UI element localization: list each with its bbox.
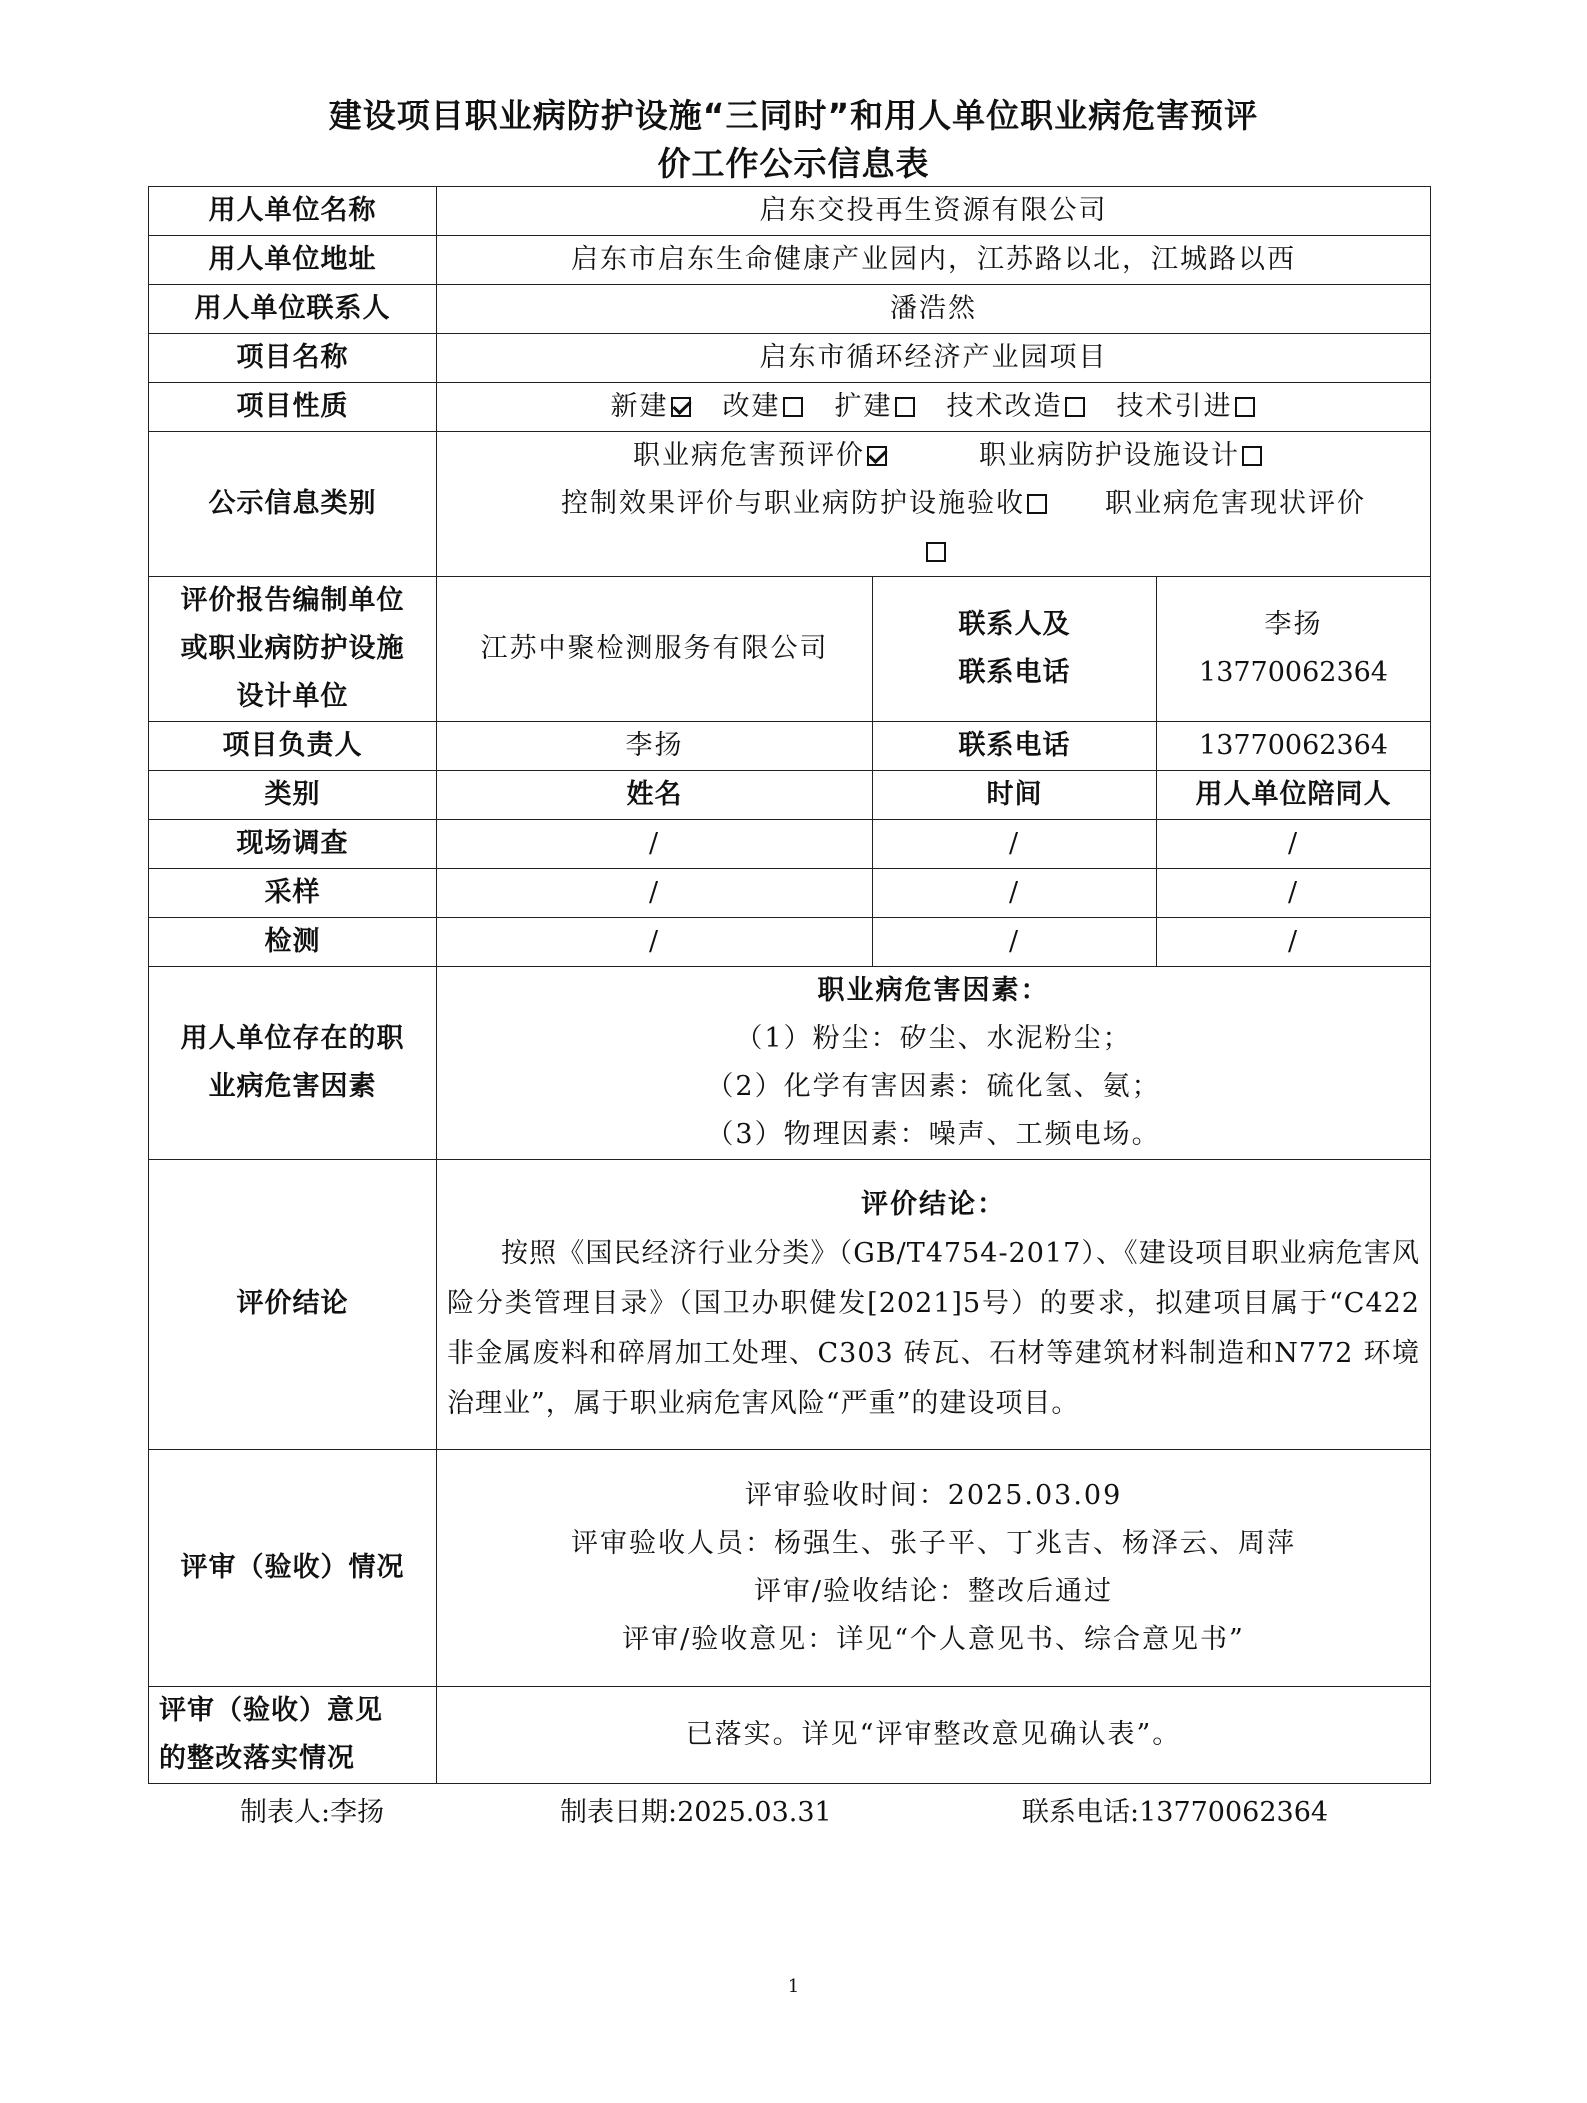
rectification-value: 已落实。详见“评审整改意见确认表”。 bbox=[437, 1687, 1431, 1784]
report-contact-label: 联系人及 联系电话 bbox=[873, 577, 1157, 722]
row-review bbox=[149, 1450, 1431, 1687]
nature-option-expand[interactable]: 扩建 bbox=[835, 391, 917, 422]
hazards-content bbox=[437, 967, 1431, 1160]
activity-header-companion: 用人单位陪同人 bbox=[1157, 771, 1431, 820]
review-time: 评审验收时间：2025.03.09 bbox=[744, 1480, 1123, 1511]
project-nature-label: 项目性质 bbox=[149, 383, 437, 432]
checkbox-icon[interactable] bbox=[1242, 446, 1262, 466]
footer-date: 制表日期:2025.03.31 bbox=[560, 1797, 832, 1828]
project-lead-phone-label: 联系电话 bbox=[873, 722, 1157, 771]
activity-row bbox=[149, 918, 1431, 967]
report-unit-label: 评价报告编制单位 或职业病防护设施 设计单位 bbox=[149, 577, 437, 722]
row-employer-name bbox=[149, 187, 1431, 236]
footer-preparer: 制表人:李扬 bbox=[240, 1797, 385, 1828]
hazard-item: （3）物理因素：噪声、工频电场。 bbox=[706, 1119, 1161, 1150]
review-result: 评审/验收结论：整改后通过 bbox=[753, 1576, 1114, 1607]
checkbox-checked-icon[interactable] bbox=[867, 446, 887, 466]
project-nature-options bbox=[437, 383, 1431, 432]
category-option-status[interactable]: 职业病危害现状评价 bbox=[1105, 488, 1366, 519]
activity-header-time: 时间 bbox=[873, 771, 1157, 820]
category-option-control-effect[interactable]: 控制效果评价与职业病防护设施验收 bbox=[561, 488, 1049, 519]
row-employer-contact bbox=[149, 285, 1431, 334]
activity-name: 现场调查 bbox=[149, 820, 437, 869]
activity-companion: / bbox=[1157, 869, 1431, 918]
title-line-1: 建设项目职业病防护设施“三同时”和用人单位职业病危害预评 bbox=[328, 96, 1259, 135]
project-name-value: 启东市循环经济产业园项目 bbox=[437, 334, 1431, 383]
employer-address-label: 用人单位地址 bbox=[149, 236, 437, 285]
review-label: 评审（验收）情况 bbox=[149, 1450, 437, 1687]
review-opinion: 评审/验收意见：详见“个人意见书、综合意见书” bbox=[622, 1624, 1245, 1655]
row-rectification bbox=[149, 1687, 1431, 1784]
activity-header-name: 姓名 bbox=[437, 771, 873, 820]
category-option-pre-evaluation[interactable]: 职业病危害预评价 bbox=[633, 440, 889, 471]
conclusion-text: 按照《国民经济行业分类》（GB/T4754-2017）、《建设项目职业病危害风险分类管理目录》（国卫办职健发[2021]5号）的要求，拟建项目属于“C422 非金属废料和碎屑加工处理、C303 砖瓦、石材等建筑材料制造和N772 环境治理业”，属于职业病危害风险“严重”的建设项目。 bbox=[447, 1237, 1420, 1419]
checkbox-icon[interactable] bbox=[895, 397, 915, 417]
category-option-design[interactable]: 职业病防护设施设计 bbox=[979, 440, 1264, 471]
activity-person: / bbox=[437, 820, 873, 869]
activity-person: / bbox=[437, 918, 873, 967]
review-members: 评审验收人员：杨强生、张子平、丁兆吉、杨泽云、周萍 bbox=[571, 1528, 1296, 1559]
conclusion-label: 评价结论 bbox=[149, 1160, 437, 1450]
report-contact-value bbox=[1157, 577, 1431, 722]
row-hazards bbox=[149, 967, 1431, 1160]
hazard-item: （1）粉尘：矽尘、水泥粉尘； bbox=[735, 1023, 1132, 1054]
activity-time: / bbox=[873, 918, 1157, 967]
project-lead-phone: 13770062364 bbox=[1157, 722, 1431, 771]
page-title bbox=[0, 92, 1587, 188]
employer-name-label: 用人单位名称 bbox=[149, 187, 437, 236]
project-lead-label: 项目负责人 bbox=[149, 722, 437, 771]
activity-name: 采样 bbox=[149, 869, 437, 918]
project-name-label: 项目名称 bbox=[149, 334, 437, 383]
hazards-label: 用人单位存在的职 业病危害因素 bbox=[149, 967, 437, 1160]
conclusion-content bbox=[437, 1160, 1431, 1450]
info-category-label: 公示信息类别 bbox=[149, 432, 437, 577]
row-conclusion bbox=[149, 1160, 1431, 1450]
nature-option-tech-upgrade[interactable]: 技术改造 bbox=[947, 391, 1087, 422]
employer-address-value: 启东市启东生命健康产业园内，江苏路以北，江城路以西 bbox=[437, 236, 1431, 285]
row-project-nature bbox=[149, 383, 1431, 432]
rectification-label: 评审（验收）意见 的整改落实情况 bbox=[149, 1687, 437, 1784]
nature-option-tech-import[interactable]: 技术引进 bbox=[1117, 391, 1257, 422]
report-contact-name: 李扬 bbox=[1264, 609, 1323, 640]
checkbox-icon[interactable] bbox=[1027, 494, 1047, 514]
nature-option-rebuild[interactable]: 改建 bbox=[723, 391, 805, 422]
checkbox-icon[interactable] bbox=[783, 397, 803, 417]
employer-name-value: 启东交投再生资源有限公司 bbox=[437, 187, 1431, 236]
footer-phone: 联系电话:13770062364 bbox=[1022, 1797, 1329, 1828]
employer-contact-value: 潘浩然 bbox=[437, 285, 1431, 334]
page-number: 1 bbox=[787, 1976, 800, 1997]
checkbox-checked-icon[interactable] bbox=[671, 397, 691, 417]
report-contact-phone: 13770062364 bbox=[1199, 657, 1388, 688]
info-category-options bbox=[437, 432, 1431, 577]
row-project-lead bbox=[149, 722, 1431, 771]
nature-option-new[interactable]: 新建 bbox=[611, 391, 693, 422]
title-line-2: 价工作公示信息表 bbox=[657, 144, 930, 183]
employer-contact-label: 用人单位联系人 bbox=[149, 285, 437, 334]
activity-time: / bbox=[873, 869, 1157, 918]
hazard-item: （2）化学有害因素：硫化氢、氨； bbox=[706, 1071, 1161, 1102]
row-employer-address bbox=[149, 236, 1431, 285]
activity-companion: / bbox=[1157, 918, 1431, 967]
checkbox-icon[interactable] bbox=[926, 542, 946, 562]
activity-name: 检测 bbox=[149, 918, 437, 967]
report-unit-value: 江苏中聚检测服务有限公司 bbox=[437, 577, 873, 722]
activity-person: / bbox=[437, 869, 873, 918]
activity-time: / bbox=[873, 820, 1157, 869]
row-report-unit bbox=[149, 577, 1431, 722]
hazards-heading: 职业病危害因素： bbox=[817, 975, 1050, 1006]
activity-header-category: 类别 bbox=[149, 771, 437, 820]
disclosure-table bbox=[148, 186, 1431, 1784]
activity-row bbox=[149, 820, 1431, 869]
row-activity-header bbox=[149, 771, 1431, 820]
review-content bbox=[437, 1450, 1431, 1687]
row-project-name bbox=[149, 334, 1431, 383]
activity-row bbox=[149, 869, 1431, 918]
row-info-category bbox=[149, 432, 1431, 577]
category-option-status-checkbox[interactable] bbox=[924, 536, 948, 567]
project-lead-value: 李扬 bbox=[437, 722, 873, 771]
checkbox-icon[interactable] bbox=[1235, 397, 1255, 417]
conclusion-heading: 评价结论： bbox=[861, 1188, 1006, 1220]
activity-companion: / bbox=[1157, 820, 1431, 869]
checkbox-icon[interactable] bbox=[1065, 397, 1085, 417]
